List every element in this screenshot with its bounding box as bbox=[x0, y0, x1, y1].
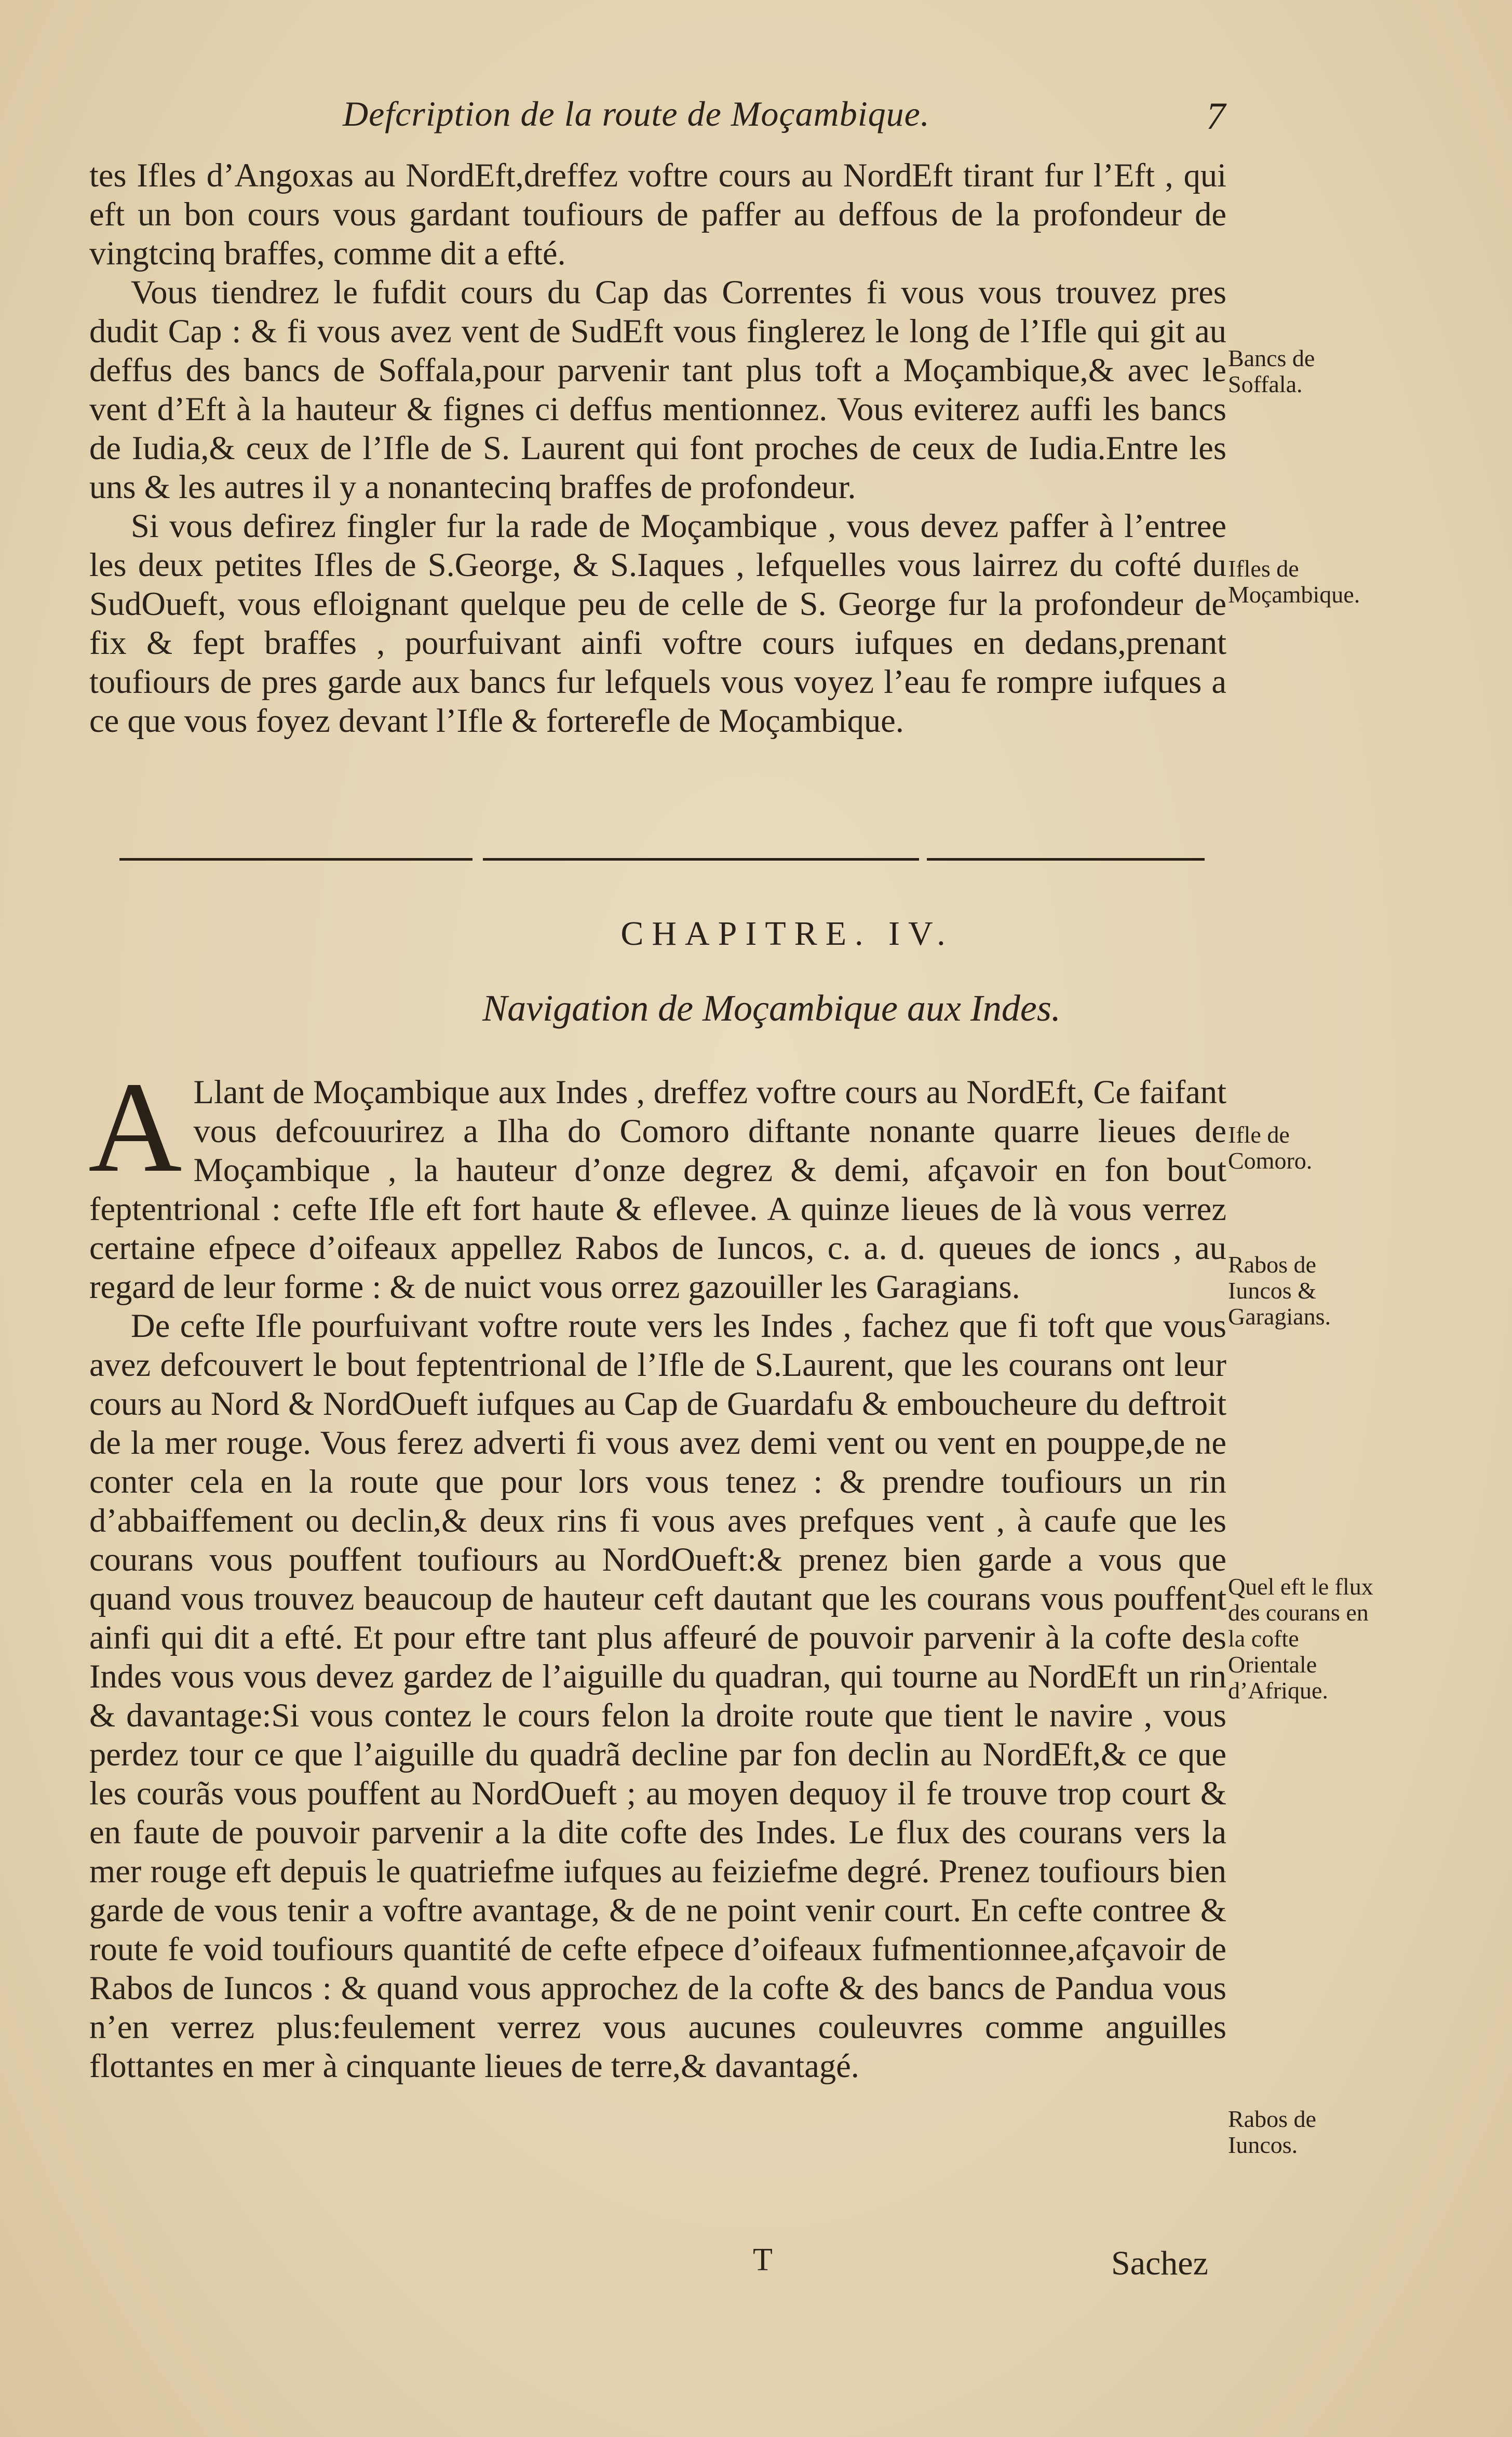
drop-cap: A bbox=[88, 1055, 182, 1199]
paragraph-1: tes Ifles d’Angoxas au NordEft,dreffez voftre cours au NordEft tirant fur l’Eft , qui eft un bon cours vous gardant toufiours de paffer au deffous de la profondeur de vingtcinq braffes, comme dit a efté. bbox=[89, 157, 1226, 272]
page-header bbox=[88, 93, 1225, 151]
paragraph-3: Si vous defirez fingler fur la rade de Moçambique , vous devez paffer à l’entree les deux petites Ifles de S.George, & S.Iaques , lefquelles vous lairrez du cofté du SudOueft, vous efloignant quelque peu de celle de S. George fur la profondeur de fix & fept braffes , pourfuivant ainfi voftre cours iufques en dedans,prenant toufiours de pres garde aux bancs fur lefquels vous voyez l’eau fe rompre iufques a ce que vous foyez devant l’Ifle & forterefle de Moçambique. bbox=[89, 507, 1226, 739]
signature-mark: T bbox=[753, 2242, 773, 2278]
paragraph-2: Vous tiendrez le fufdit cours du Cap das Correntes fi vous vous trouvez pres dudit Cap : & fi vous avez vent de SudEft vous finglerez le long de l’Ifle qui git au deffus des bancs de Soffala,pour parvenir tant plus toft a Moçambique,& avec le vent d’Eft à la hauteur & fignes ci deffus mentionnez. Vous eviterez auffi les bancs de Iudia,& ceux de l’Ifle de S. Laurent qui font proches de ceux de Iudia.Entre les uns & les autres il y a nonantecinq braffes de profondeur. bbox=[89, 274, 1226, 505]
chapter-title: Navigation de Moçambique aux Indes. bbox=[482, 987, 1061, 1029]
paragraph-4-text: Llant de Moçambique aux Indes , dreffez voftre cours au NordEft, Ce faifant vous defcouurirez a Ilha do Comoro diftante nonante quarre lieues de Moçambique , la hauteur d’onze degrez & demi, afçavoir en fon bout feptentrional : cefte Ifle eft fort haute & eflevee. A quinze lieues de là vous verrez certaine efpece d’oifeaux appellez Rabos de Iuncos, c. a. d. queues de ioncs , au regard de leur forme : & de nuict vous orrez gazouiller les Garagians. bbox=[89, 1074, 1226, 1305]
section-1-text bbox=[89, 156, 1226, 740]
margin-note-rabos-juncos-garagians: Rabos de Iuncos & Garagians. bbox=[1228, 1251, 1331, 1330]
divider-rule-right bbox=[927, 858, 1205, 861]
paragraph-4 bbox=[88, 1055, 1226, 1306]
margin-note-isles-mocambique: Ifles de Moçambique. bbox=[1228, 555, 1360, 608]
margin-note-rabos-juncos: Rabos de Iuncos. bbox=[1228, 2106, 1316, 2158]
section-2-text bbox=[88, 1055, 1226, 2085]
paragraph-5: De cefte Ifle pourfuivant voftre route vers les Indes , fachez que fi toft que vous avez defcouvert le bout feptentrional de l’Ifle de S.Laurent, que les courans ont leur cours au Nord & NordOueft iufques au Cap de Guardafu & emboucheure du deftroit de la mer rouge. Vous ferez adverti fi vous avez demi vent ou vent en pouppe,de ne conter cela en la route que pour lors vous tenez : & prendre toufiours un rin d’abbaiffement ou declin,& deux rins fi vous aves prefques vent , à caufe que les courans vous pouffent toufiours au NordOueft:& prenez bien garde a vous que quand vous trouvez beaucoup de hauteur ceft dautant que les courans vous pouffent ainfi qui dit a efté. Et pour eftre tant plus affeuré de pouvoir parvenir à la cofte des Indes vous vous devez gardez de l’aiguille du quadran, qui tourne au NordEft un rin & davantage:Si vous contez le cours felon la droite route que tient le navire , vous perdez tour ce que l’aiguille du quadrã decline par fon declin au NordEft,& ce que les courãs vous pouffent au NordOueft ; au moyen dequoy il fe trouve trop court & en faute de pouvoir parvenir a la dite cofte des Indes. Le flux des courans vers la mer rouge eft depuis le quatriefme iufques au feiziefme degré. Prenez toufiours bien garde de vous tenir a voftre avantage, & de ne point venir court. En cefte contree & route fe void toufiours quantité de cefte efpece d’oifeaux fufmentionnee,afçavoir de Rabos de Iuncos : & quand vous approchez de la cofte & des bancs de Pandua vous n’en verrez plus:feulement verrez vous aucunes couleuvres comme anguilles flottantes en mer à cinquante lieues de terre,& davantagé. bbox=[89, 1307, 1226, 2084]
page-number: 7 bbox=[1206, 95, 1225, 138]
catchword: Sachez bbox=[1111, 2244, 1208, 2282]
margin-note-quel-flux: Quel eft le flux des courans en la cofte Orientale d’Afrique. bbox=[1228, 1573, 1373, 1704]
margin-note-isle-comoro: Ifle de Comoro. bbox=[1228, 1121, 1313, 1174]
running-title: Defcription de la route de Moçambique. bbox=[343, 94, 930, 133]
margin-note-bancs-soffala: Bancs de Soffala. bbox=[1228, 345, 1315, 397]
divider-rule-left bbox=[119, 858, 473, 861]
divider-rule-middle bbox=[483, 858, 919, 861]
chapter-heading: CHAPITRE. IV. bbox=[620, 915, 954, 953]
section-divider bbox=[119, 856, 1205, 863]
